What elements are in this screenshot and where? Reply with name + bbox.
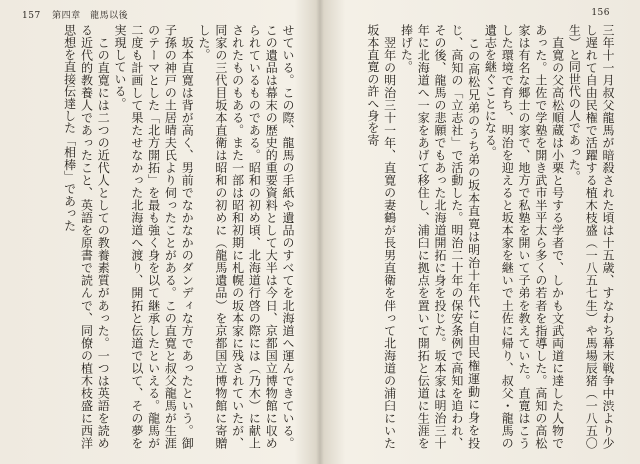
left-page-body-text: せている。この際、龍馬の手紙や遺品のすべてを北海道へ運んできている。この遺品は幕末の歴史的重要資料として大半は今日、京都国立博物館に収められているものである。昭和の初め頃、北海道行啓の際には（乃木）に献上されたものもある。また一部は昭和初期に札幌の坂本家に残されていたが、同家の三代目坂本直衛は昭和の初めに（龍馬遺品）を京都国立博物館に寄贈した。 坂本直寛は背が高く、男前でなかなかのダンディな方であったという。御子孫の神戸の土居晴夫氏より伺ったことがある。この直寛と叔父龍馬が生涯のテーマとした「北方開拓」を最も強く身を以て継承したといえる。龍馬が二度も計画して果たせなかった北海道へ渡り、開拓と伝道で以て、その夢を実現している。 この直寛には二つの近代人としての教養素質があった。一つは英語を読める近代的教養人であったこと、英語を原書で読んで、同僚の植木枝盛に西洋思想を直接伝達した「相棒」であった [62, 24, 295, 449]
right-page-body-text: 三年十一月叔父龍馬が暗殺された頃は十五歳、すなわち幕末戦争中渋より少し遅れて自由民権で活躍する植木枝盛（一八五七生）や馬場辰猪（一八五〇生）と同世代の人であった。 直寛の父高松順蔵は小栗と号する学者で、しかも文武両道に達した人物であった。土佐で学塾を開き武市半平太ら多くの若者を指導した。高知の高松家は有名な郷士の家で、地方で私塾を開いて子弟を教えていた。直寛はこうした環境で育ち、明治を迎えると坂本家を継いで土佐に帰り、叔父・龍馬の遺志を継ぐことになる。 この高松兄弟のうち弟の坂本直寛は明治十年代に自由民権運動に身を投じ、高知の「立志社」で活動した。明治二十年の保安条例で高知を追われ、その後、龍馬の悲願でもあった北海道開拓に身を投じた。坂本家は明治三十年に北海道へ一家をあげて移住し、浦臼に拠点を置いて開拓と伝道に生涯を捧げた。 翌年の明治三十一年、直寛の妻鶴が長男直衛を伴って北海道の浦臼にいた坂本直寛の許へ身を寄 [365, 24, 615, 449]
right-page-header [591, 8, 618, 18]
left-running-head: 第四章 龍馬以後 [52, 11, 129, 21]
right-page [322, 0, 640, 464]
right-page-number: 156 [591, 8, 610, 18]
left-page-header [22, 8, 128, 21]
left-page-number: 157 [22, 11, 41, 21]
left-page [0, 0, 318, 464]
